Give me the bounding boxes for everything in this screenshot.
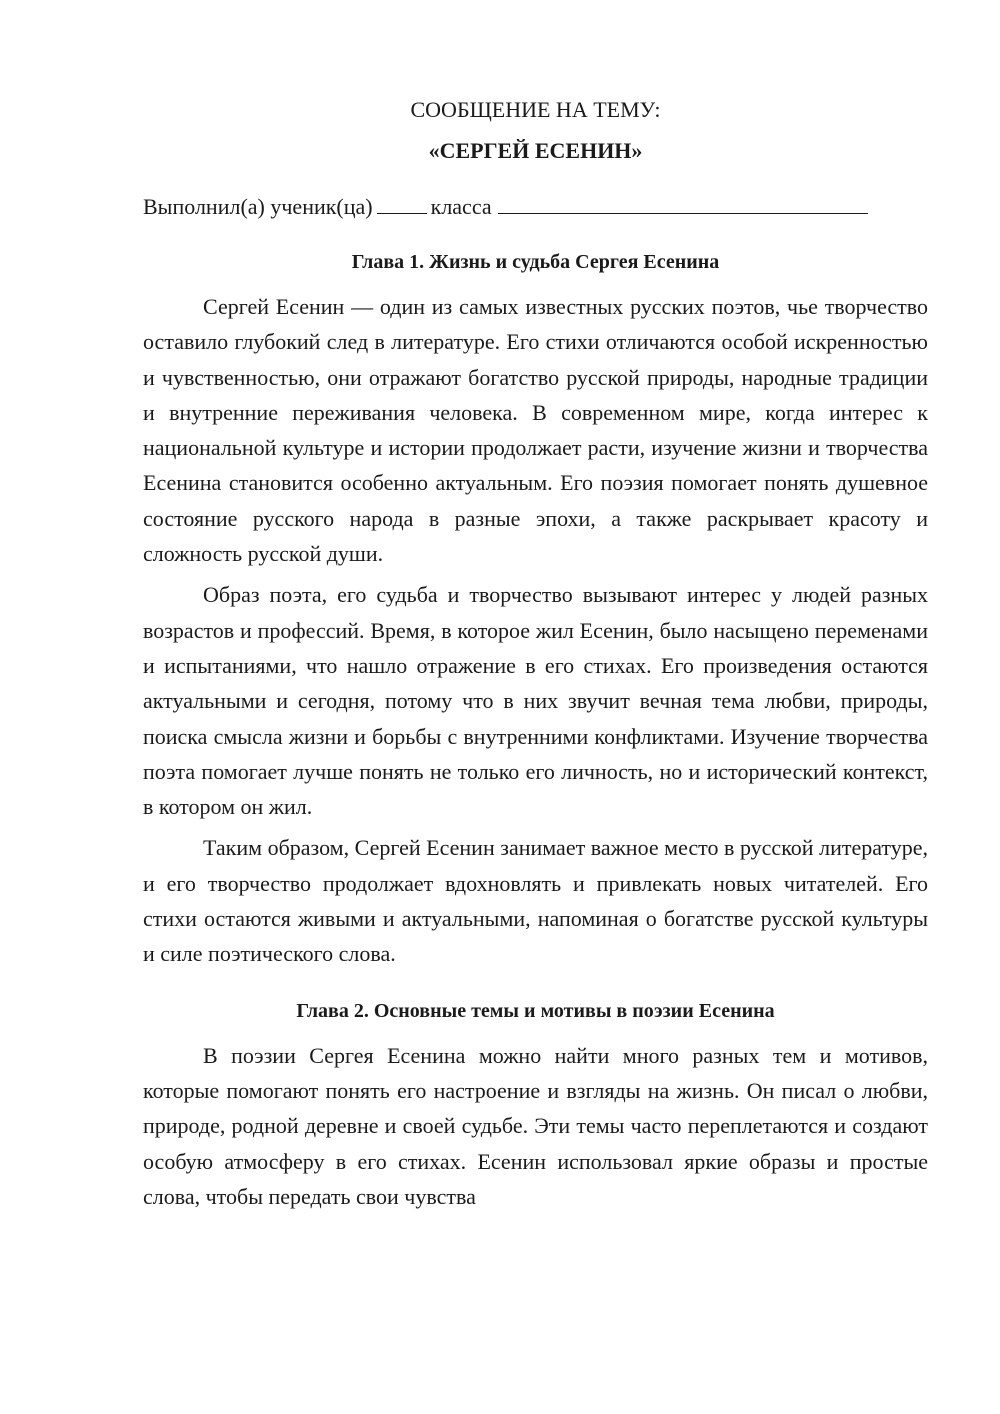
chapter-1-title: Глава 1. Жизнь и судьба Сергея Есенина	[351, 251, 720, 273]
chapter-2-paragraph-1: В поэзии Сергея Есенина можно найти много разных тем и мотивов, которые помогают понять его настроение и взгляды на жизнь. Он писал о любви, природе, родной деревне и своей судьбе. Эти темы часто переплетаются и создают особую атмосферу в его стихах. Есенин использовал яркие образы и простые слова, чтобы передать свои чувства	[143, 1042, 928, 1209]
signature-prefix: Выполнил(а) ученик(ца)	[143, 194, 373, 219]
name-blank	[498, 191, 868, 214]
document-header-line2: «СЕРГЕЙ ЕСЕНИН»	[428, 138, 643, 163]
chapter-1-paragraph-3: Таким образом, Сергей Есенин занимает важное место в русской литературе, и его творчество продолжает вдохновлять и привлекать новых читателей. Его стихи остаются живыми и актуальными, напоминая о богатстве русской культуры и силе поэтического слова.	[143, 835, 928, 967]
grade-blank	[377, 191, 427, 214]
chapter-2-title: Глава 2. Основные темы и мотивы в поэзии Есенина	[296, 999, 775, 1022]
document-page	[143, 92, 928, 1214]
chapter-1-paragraph-2: Образ поэта, его судьба и творчество вызывают интерес у людей разных возрастов и профессий. Время, в которое жил Есенин, было насыщено переменами и испытаниями, что нашло отражение в его стихах. Его произведения остаются актуальными и сегодня, потому что в них звучит вечная тема любви, природы, поиска смысла жизни и борьбы с внутренними конфликтами. Изучение творчества поэта помогает лучше понять не только его личность, но и исторический контекст, в котором он жил.	[143, 582, 928, 820]
chapter-1-paragraph-1: Сергей Есенин — один из самых известных русских поэтов, чье творчество оставило глубокий след в литературе. Его стихи отличаются особой искренностью и чувственностью, они отражают богатство русской природы, народные традиции и внутренние переживания человека. В современном мире, когда интерес к национальной культуре и истории продолжает расти, изучение жизни и творчества Есенина становится особенно актуальным. Его поэзия помогает понять душевное состояние русского народа в разные эпохи, а также раскрывает красоту и сложность русской души.	[143, 294, 928, 567]
signature-class-label: класса	[430, 194, 492, 219]
document-header-line1: СООБЩЕНИЕ НА ТЕМУ:	[410, 97, 661, 122]
signature-line	[143, 189, 928, 225]
